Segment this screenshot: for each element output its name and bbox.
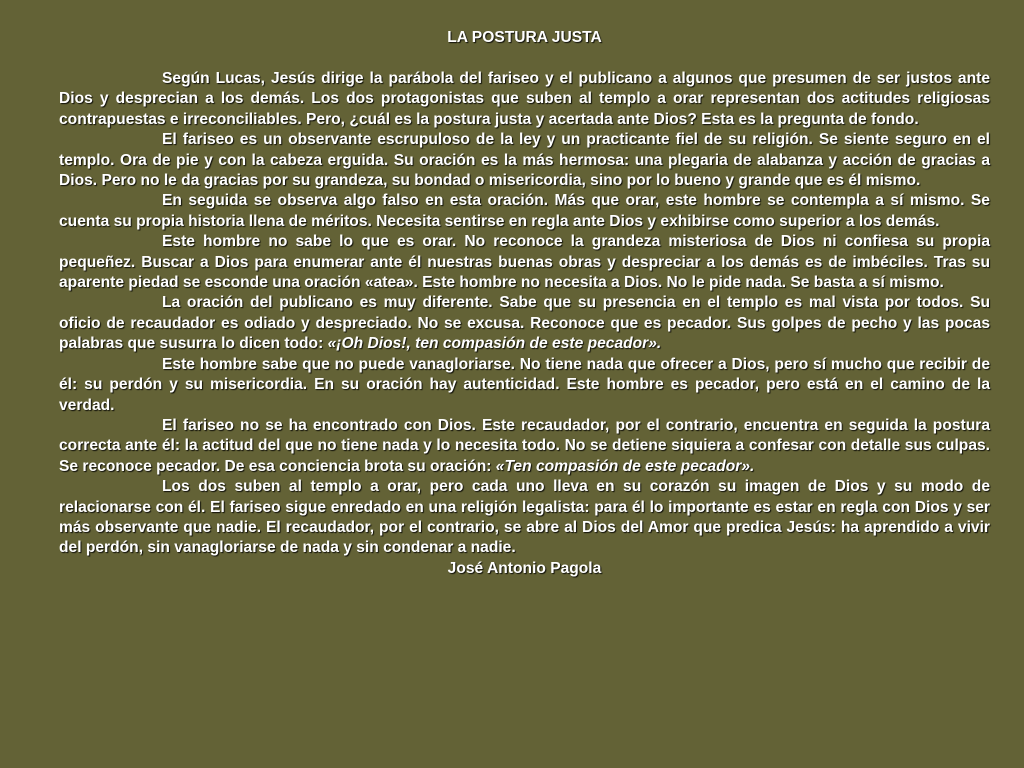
paragraph-3	[59, 191, 990, 232]
paragraph-6	[59, 355, 990, 416]
document-title: LA POSTURA JUSTA	[447, 29, 602, 46]
paragraph-2	[59, 130, 990, 191]
paragraph-7	[59, 416, 990, 477]
paragraph-5	[59, 293, 990, 354]
author-signature: José Antonio Pagola	[447, 559, 602, 577]
paragraph-text: La oración del publicano es muy diferente. Sabe que su presencia en el templo es mal vista por todos. Su oficio de recaudador es odiado y despreciado. No se excusa. Reconoce que es pecador. Sus golpes de pecho y las pocas palabras que susurra lo dicen todo:	[59, 294, 990, 353]
paragraph-text: Este hombre sabe que no puede vanagloriarse. No tiene nada que ofrecer a Dios, pero sí mucho que recibir de él: su perdón y su misericordia. En su oración hay autenticidad. Este hombre es pecador, pero está en el camino de la verdad.	[59, 355, 990, 414]
paragraph-text: En seguida se observa algo falso en esta oración. Más que orar, este hombre se contempla a sí mismo. Se cuenta su propia historia llena de méritos. Necesita sentirse en regla ante Dios y exhibirse como superior a los demás.	[59, 192, 990, 230]
paragraph-1	[59, 69, 990, 130]
paragraph-text: Este hombre no sabe lo que es orar. No reconoce la grandeza misteriosa de Dios ni confiesa su propia pequeñez. Buscar a Dios para enumerar ante él nuestras buenas obras y despreciar a los demás es de imbéciles. Tras su aparente piedad se esconde una oración «atea». Este hombre no necesita a Dios. No le pide nada. Se basta a sí mismo.	[59, 233, 990, 292]
paragraph-quote: «Ten compasión de este pecador».	[495, 457, 755, 475]
paragraph-text: Los dos suben al templo a orar, pero cada uno lleva en su corazón su imagen de Dios y su modo de relacionarse con él. El fariseo sigue enredado en una religión legalista: para él lo importante es estar en regla con Dios y ser más observante que nadie. El recaudador, por el contrario, se abre al Dios del Amor que predica Jesús: ha aprendido a vivir del perdón, sin vanagloriarse de nada y sin condenar a nadie.	[59, 478, 990, 557]
paragraph-text: Según Lucas, Jesús dirige la parábola del fariseo y el publicano a algunos que presumen de ser justos ante Dios y desprecian a los demás. Los dos protagonistas que suben al templo a orar representan dos actitudes religiosas contrapuestas e irreconciliables. Pero, ¿cuál es la postura justa y acertada ante Dios? Esta es la pregunta de fondo.	[59, 70, 990, 128]
paragraph-text: El fariseo no se ha encontrado con Dios. Este recaudador, por el contrario, encuentra en seguida la postura correcta ante él: la actitud del que no tiene nada y lo necesita todo. No se detiene siquiera a confesar con detalle sus culpas. Se reconoce pecador. De esa conciencia brota su oración:	[59, 416, 990, 475]
paragraph-quote: «¡Oh Dios!, ten compasión de este pecador».	[327, 335, 662, 353]
paragraph-8	[59, 477, 990, 559]
paragraph-4	[59, 232, 990, 293]
paragraph-text: El fariseo es un observante escrupuloso de la ley y un practicante fiel de su religión. Se siente seguro en el templo. Ora de pie y con la cabeza erguida. Su oración es la más hermosa: una plegaria de alabanza y acción de gracias a Dios. Pero no le da gracias por su grandeza, su bondad o misericordia, sino por lo bueno y grande que es él mismo.	[59, 131, 990, 190]
document	[59, 27, 990, 579]
